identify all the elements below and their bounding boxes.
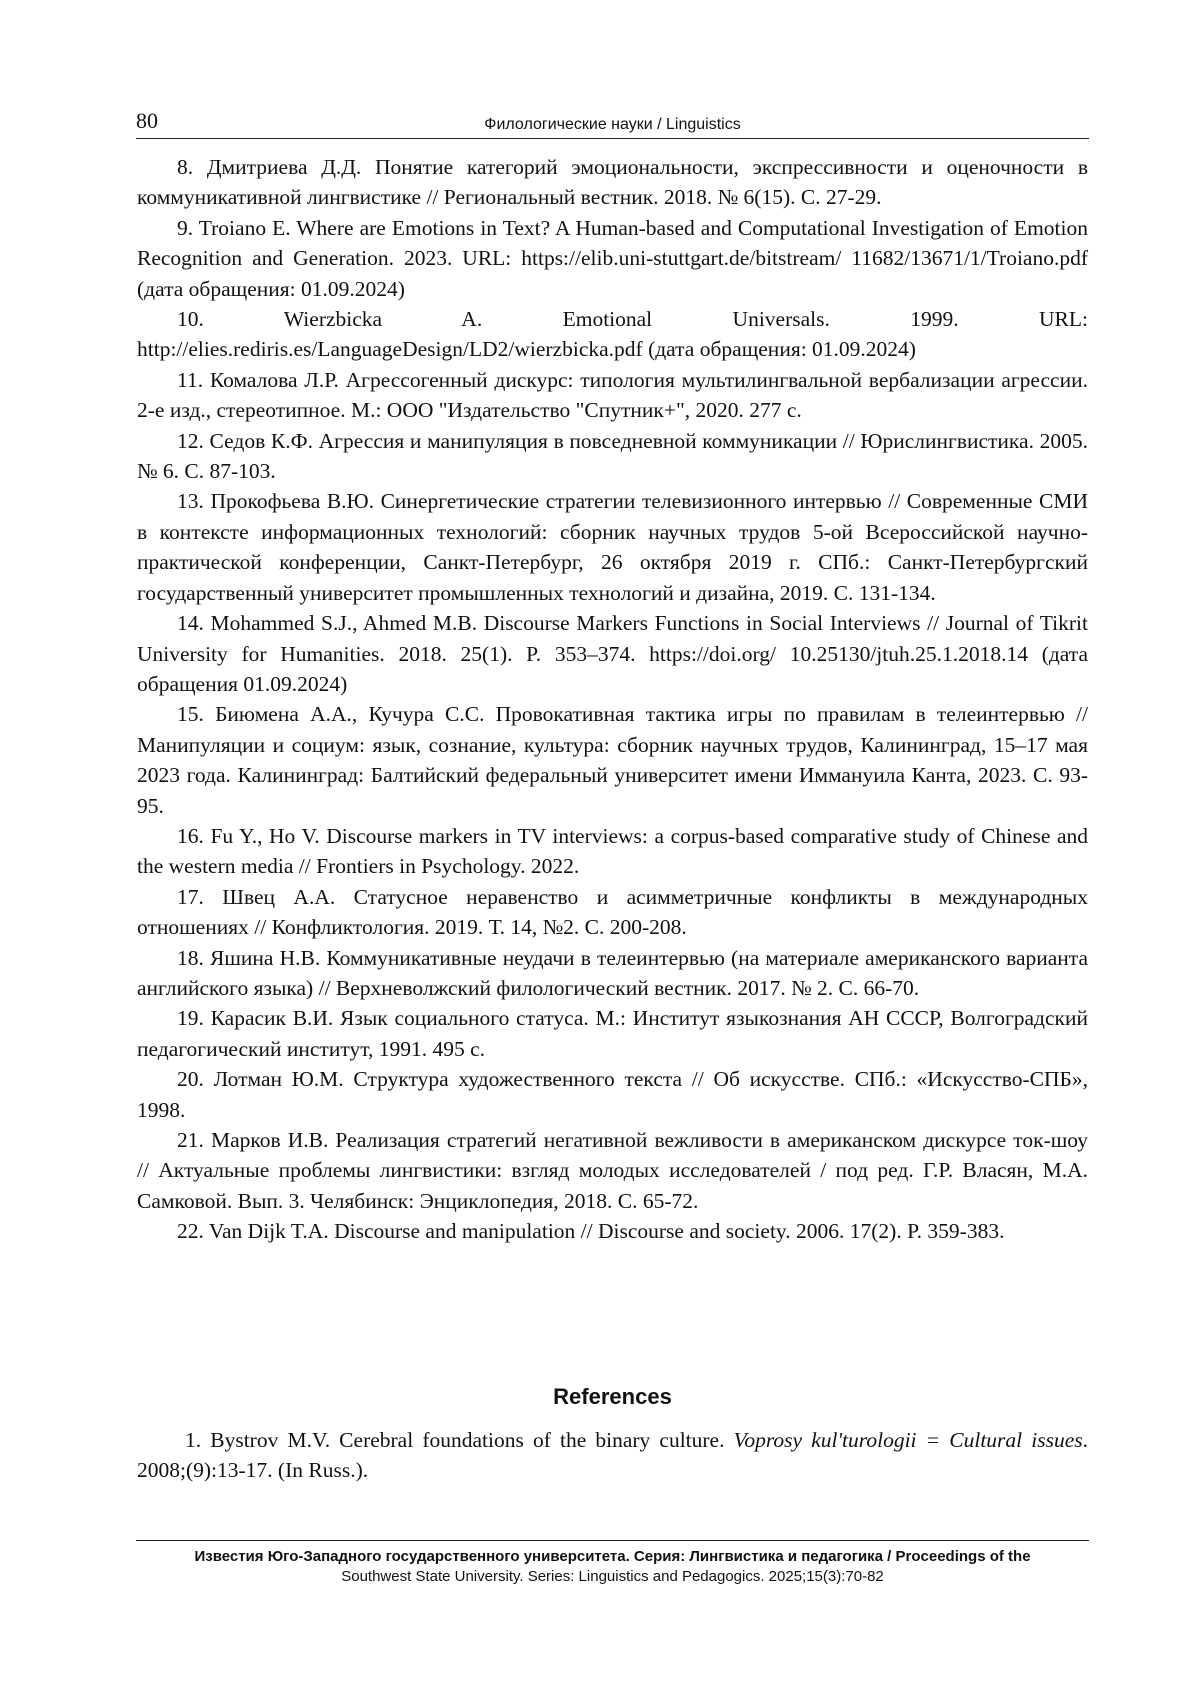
reference-list-en — [137, 1425, 1088, 1486]
running-title: Филологические науки / Linguistics — [484, 116, 741, 133]
footer-line-2: Southwest State University. Series: Linguistics and Pedagogics. 2025;15(3):70-82 — [341, 1568, 884, 1585]
reference-item: 9. Troiano E. Where are Emotions in Text? A Human-based and Computational Investigation of Emotion Recognition and Generation. 2023. URL: https://elib.uni-stuttgart.de/bitstream/ 11682/13671/1/Troiano.pdf (дата обращения: 01.09.2024) — [137, 215, 1088, 301]
reference-list-ru — [137, 152, 1088, 1247]
reference-item: 10. Wierzbicka A. Emotional Universals. 1999. URL: http://elies.rediris.es/LanguageDesign/LD2/wierzbicka.pdf (дата обращения: 01.09.2024) — [137, 307, 1088, 362]
page-number: 80 — [136, 108, 158, 133]
reference-item: 11. Комалова Л.Р. Агрессогенный дискурс: типология мультилингвальной вербализации агрессии. 2-е изд., стереотипное. М.: ООО "Издательство "Спутник+", 2020. 277 с. — [137, 367, 1088, 423]
reference-item: 8. Дмитриева Д.Д. Понятие категорий эмоциональности, экспрессивности и оценочности в коммуникативной лингвистике // Региональный вестник. 2018. № 6(15). С. 27-29. — [137, 155, 1088, 210]
reference-journal-italic: Voprosy kul'turologii = Cultural issues — [733, 1428, 1083, 1452]
reference-text: 1. Bystrov M.V. Cerebral foundations of the binary culture. — [185, 1428, 734, 1452]
reference-item: 12. Седов К.Ф. Агрессия и манипуляция в повседневной коммуникации // Юрислингвистика. 2005. № 6. С. 87-103. — [137, 428, 1088, 484]
reference-item: 22. Van Dijk T.A. Discourse and manipulation // Discourse and society. 2006. 17(2). P. 359-383. — [177, 1219, 1005, 1244]
reference-item: 13. Прокофьева В.Ю. Синергетические стратегии телевизионного интервью // Современные СМИ в контексте информационных технологий: сборник научных трудов 5-ой Всероссийской научно-практической конференции, Санкт-Петербург, 26 октября 2019 г. СПб.: Санкт-Петербургский государственный университет промышленных технологий и дизайна, 2019. С. 131-134. — [137, 489, 1088, 605]
reference-item: 20. Лотман Ю.М. Структура художественного текста // Об искусстве. СПб.: «Искусство-СПБ», 1998. — [137, 1067, 1088, 1122]
reference-item: 19. Карасик В.И. Язык социального статуса. М.: Институт языкознания АН СССР, Волгоградский педагогический институт, 1991. 495 с. — [137, 1006, 1088, 1061]
reference-text: . 2008;(9):13-17. (In Russ.). — [137, 1428, 1088, 1483]
reference-item: 14. Mohammed S.J., Ahmed M.B. Discourse Markers Functions in Social Interviews // Journal of Tikrit University for Humanities. 2018. 25(1). P. 353–374. https://doi.org/ 10.25130/jtuh.25.1.2018.14 (дата обращения 01.09.2024) — [137, 611, 1088, 696]
page-footer — [136, 1540, 1089, 1587]
reference-item-en — [137, 1425, 1088, 1486]
reference-item: 16. Fu Y., Ho V. Discourse markers in TV interviews: a corpus-based comparative study of Chinese and the western media // Frontiers in Psychology. 2022. — [137, 823, 1088, 879]
reference-item: 18. Яшина Н.В. Коммуникативные неудачи в телеинтервью (на материале американского варианта английского языка) // Верхневолжский филологический вестник. 2017. № 2. С. 66-70. — [137, 945, 1088, 1000]
reference-item: 17. Швец А.А. Статусное неравенство и асимметричные конфликты в международных отношениях // Конфликтология. 2019. Т. 14, №2. С. 200-208. — [137, 884, 1088, 940]
reference-item: 21. Марков И.В. Реализация стратегий негативной вежливости в американском дискурсе ток-шоу // Актуальные проблемы лингвистики: взгляд молодых исследователей / под ред. Г.Р. Власян, М.А. Самковой. Вып. 3. Челябинск: Энциклопедия, 2018. С. 65-72. — [137, 1128, 1088, 1213]
references-heading: References — [553, 1384, 672, 1409]
page-header — [136, 106, 1089, 139]
footer-line-1: Известия Юго-Западного государственного университета. Серия: Лингвистика и педагогика / Proceedings of the — [194, 1548, 1031, 1565]
reference-item: 15. Биюмена А.А., Кучура С.С. Провокативная тактика игры по правилам в телеинтервью // Манипуляции и социум: язык, сознание, культура: сборник научных трудов, Калининград, 15–17 мая 2023 года. Калининград: Балтийский федеральный университет имени Иммануила Канта, 2023. С. 93-95. — [137, 702, 1088, 818]
